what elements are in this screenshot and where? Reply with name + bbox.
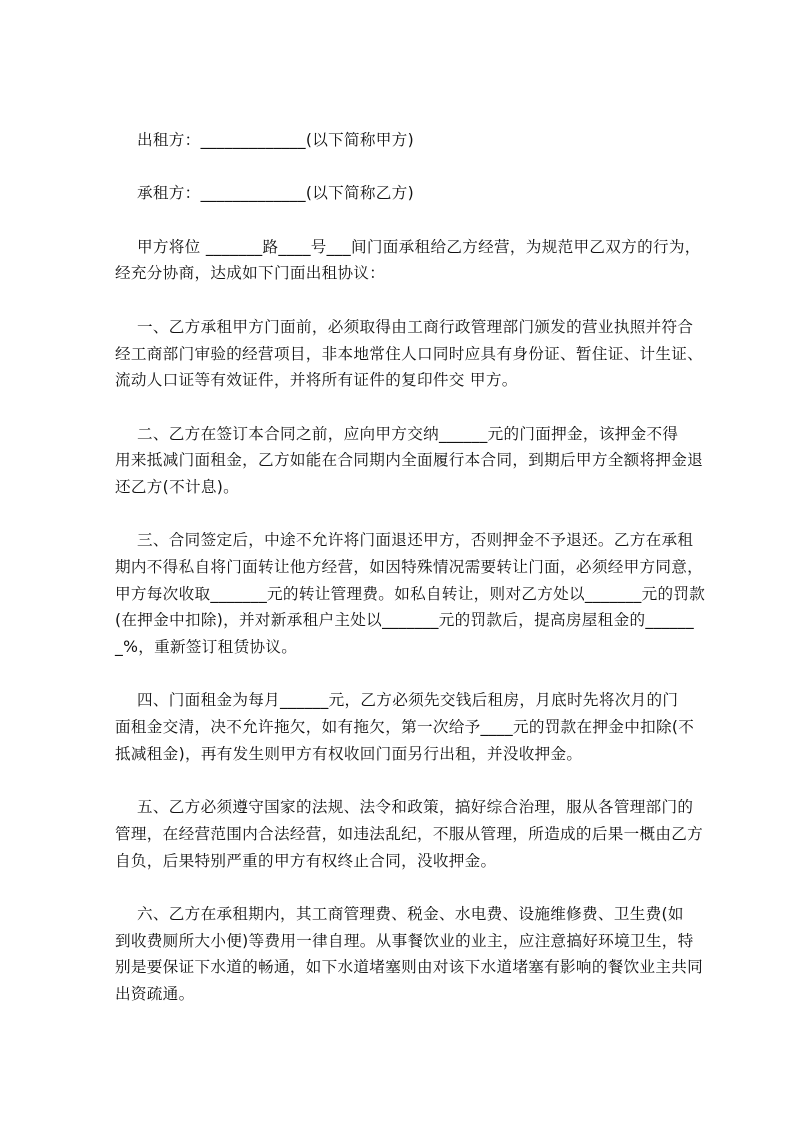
contract-paragraph [115,687,705,767]
paragraph-line: 期内不得私自将门面转让他方经营，如因特殊情况需要转让门面，必须经甲方同意， [115,558,704,576]
contract-paragraph [115,234,705,287]
paragraph-line: 一、乙方承租甲方门面前，必须取得由工商行政管理部门颁发的营业执照并符合 [137,317,694,336]
paragraph-line: 面租金交清，决不允许拖欠，如有拖欠，第一次给予____元的罚款在押金中扣除(不 [115,718,695,737]
paragraph-line: 自负，后果特别严重的甲方有权终止合同，没收押金。 [115,851,497,870]
paragraph-line: 五、乙方必须遵守国家的法规、法令和政策，搞好综合治理，服从各管理部门的 [137,798,694,817]
paragraph-line: 三、合同签定后，中途不允许将门面退还甲方，否则押金不予退还。乙方在承租 [137,531,694,550]
paragraph-line: 经工商部门审验的经营项目，非本地常住人口同时应具有身份证、暂住证、计生证、 [115,344,704,363]
contract-paragraph [115,794,705,874]
paragraph-line: 四、门面租金为每月______元，乙方必须先交钱后租房，月底时先将次月的门 [137,691,679,710]
paragraph-line: (在押金中扣除)，并对新承租户主处以_______元的罚款后，提高房屋租金的______ [115,611,694,630]
paragraph-line: 出资疏通。 [115,985,195,1003]
paragraph-line: 流动人口证等有效证件，并将所有证件的复印件交 甲方。 [115,371,518,390]
paragraph-line: 承租方：_____________(以下简称乙方) [137,184,414,203]
paragraph-line: 管理，在经营范围内合法经营，如违法乱纪，不服从管理，所造成的后果一概由乙方 [115,824,704,843]
paragraph-line: 抵减租金)，再有发生则甲方有权收回门面另行出租，并没收押金。 [115,744,583,763]
paragraph-line: 甲方每次收取_______元的转让管理费。如私自转让，则对乙方处以_______元的罚款 [115,584,706,603]
paragraph-line: _%，重新签订租赁协议。 [115,638,298,657]
contract-paragraph [115,421,705,501]
paragraph-line: 用来抵减门面租金，乙方如能在合同期内全面履行本合同，到期后甲方全额将押金退 [115,451,704,470]
contract-paragraph [115,180,705,207]
contract-paragraph [115,127,705,154]
contract-document [115,127,705,1034]
paragraph-line: 出租方：_____________(以下简称甲方) [137,131,414,149]
paragraph-line: 经充分协商，达成如下门面出租协议： [115,264,386,283]
contract-paragraph [115,901,705,1008]
paragraph-line: 二、乙方在签订本合同之前，应向甲方交纳______元的门面押金，该押金不得 [137,424,679,443]
paragraph-line: 六、乙方在承租期内，其工商管理费、税金、水电费、设施维修费、卫生费(如 [137,904,684,923]
paragraph-line: 到收费厕所大小便)等费用一律自理。从事餐饮业的业主，应注意搞好环境卫生，特 [115,931,694,950]
paragraph-line: 还乙方(不计息)。 [115,477,240,496]
contract-paragraph [115,527,705,660]
contract-paragraph [115,314,705,394]
paragraph-line: 甲方将位 _______路____号___间门面承租给乙方经营，为规范甲乙双方的行为， [137,237,701,256]
paragraph-line: 别是要保证下水道的畅通，如下水道堵塞则由对该下水道堵塞有影响的餐饮业主共同 [115,958,704,977]
